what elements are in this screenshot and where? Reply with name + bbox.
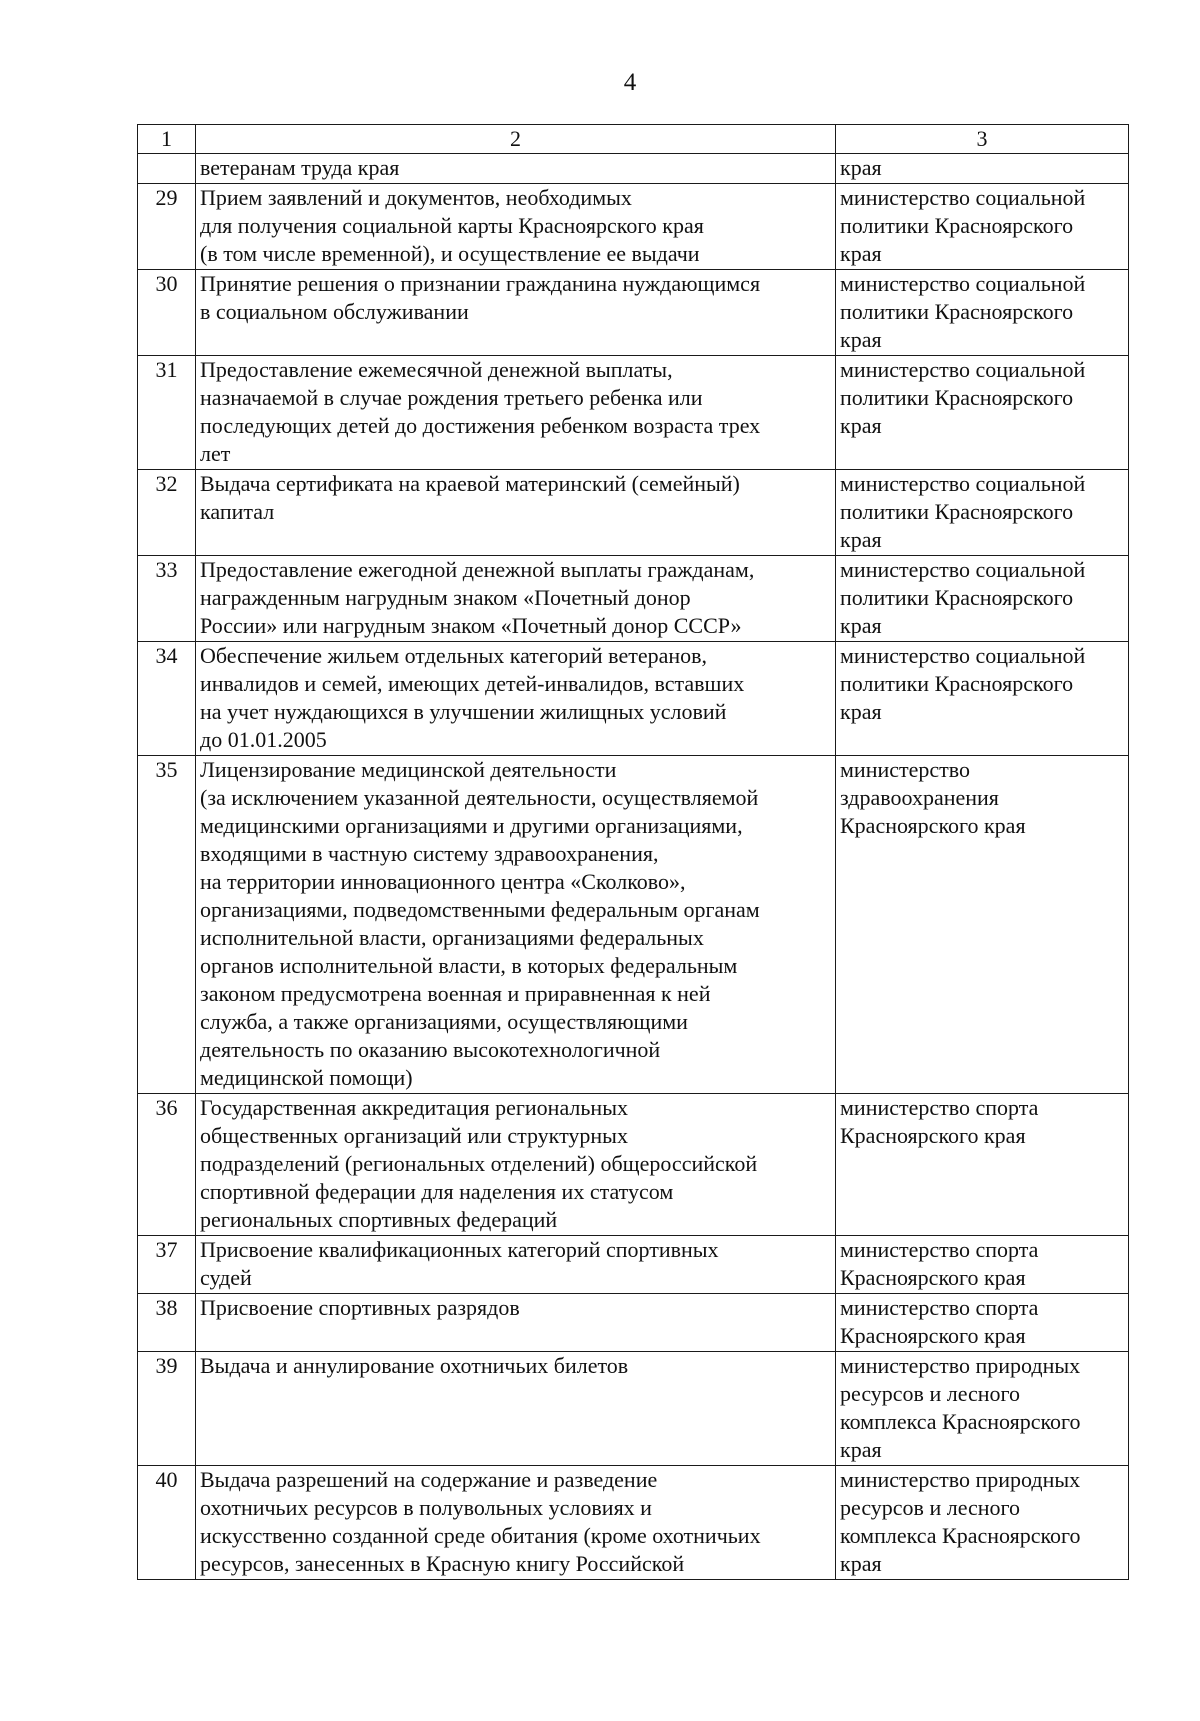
- table-row: [138, 1236, 1129, 1294]
- agency-text: министерство социальной политики Красноярского края: [840, 185, 1086, 266]
- service-text: Принятие решения о признании гражданина нуждающимся в социальном обслуживании: [200, 271, 761, 324]
- agency-cell: [836, 642, 1129, 756]
- table-row: [138, 356, 1129, 470]
- agency-cell: [836, 184, 1129, 270]
- service-cell: [196, 1236, 836, 1294]
- column-header-service: 2: [196, 125, 836, 154]
- service-cell: [196, 356, 836, 470]
- column-header-number: 1: [138, 125, 196, 154]
- agency-text: министерство спорта Красноярского края: [840, 1237, 1039, 1290]
- service-text: Выдача разрешений на содержание и разведение охотничьих ресурсов в полувольных условиях и искусственно созданной среде обитания (кроме охотничьих ресурсов, занесенных в Красную книгу Российской: [200, 1467, 761, 1576]
- service-text: Прием заявлений и документов, необходимых для получения социальной карты Красноярского края (в том числе временной), и осуществление ее выдачи: [200, 185, 704, 266]
- service-cell: [196, 1352, 836, 1466]
- row-number: 30: [138, 270, 196, 356]
- table-header-row: [138, 125, 1129, 154]
- agency-cell: [836, 270, 1129, 356]
- row-number: 36: [138, 1094, 196, 1236]
- row-number: 31: [138, 356, 196, 470]
- agency-cell: [836, 1466, 1129, 1580]
- table-row: [138, 1094, 1129, 1236]
- service-text: Обеспечение жильем отдельных категорий ветеранов, инвалидов и семей, имеющих детей-инвалидов, вставших на учет нуждающихся в улучшении жилищных условий до 01.01.2005: [200, 643, 745, 752]
- service-text: Присвоение квалификационных категорий спортивных судей: [200, 1237, 719, 1290]
- table-row: [138, 270, 1129, 356]
- agency-cell: [836, 470, 1129, 556]
- service-cell: [196, 184, 836, 270]
- agency-cell: [836, 1294, 1129, 1352]
- row-number: 35: [138, 756, 196, 1094]
- agency-text: министерство социальной политики Красноярского края: [840, 471, 1086, 552]
- agency-text: министерство природных ресурсов и лесного комплекса Красноярского края: [840, 1467, 1081, 1576]
- page-number: 4: [623, 69, 637, 96]
- agency-cell: [836, 756, 1129, 1094]
- service-cell: [196, 470, 836, 556]
- agency-text: министерство спорта Красноярского края: [840, 1295, 1039, 1348]
- agency-text: министерство социальной политики Красноярского края: [840, 357, 1086, 438]
- row-number: 40: [138, 1466, 196, 1580]
- agency-cell: [836, 1236, 1129, 1294]
- service-text: Лицензирование медицинской деятельности (за исключением указанной деятельности, осуществляемой медицинскими организациями и другими организациями, входящими в частную систему здравоохранения, на территории инновационного центра «Сколково», организациями, подведомственными федеральным органам исполнительной власти, организациями федеральных органов исполнительной власти, в которых федеральным законом предусмотрена военная и приравненная к ней служба, а также организациями, осуществляющими деятельность по оказанию высокотехнологичной медицинской помощи): [200, 757, 760, 1090]
- agency-text: министерство здравоохранения Красноярского края: [840, 757, 1026, 838]
- table-row: [138, 470, 1129, 556]
- row-number: 38: [138, 1294, 196, 1352]
- service-cell: [196, 270, 836, 356]
- agency-cell: [836, 154, 1129, 184]
- agency-cell: [836, 1352, 1129, 1466]
- service-text: ветеранам труда края: [200, 155, 400, 180]
- service-text: Предоставление ежемесячной денежной выплаты, назначаемой в случае рождения третьего ребенка или последующих детей до достижения ребенком возраста трех лет: [200, 357, 761, 466]
- service-text: Предоставление ежегодной денежной выплаты гражданам, награжденным нагрудным знаком «Почетный донор России» или нагрудным знаком «Почетный донор СССР»: [200, 557, 755, 638]
- service-cell: [196, 1466, 836, 1580]
- service-cell: [196, 1094, 836, 1236]
- service-text: Присвоение спортивных разрядов: [200, 1295, 520, 1320]
- row-number: 37: [138, 1236, 196, 1294]
- row-number: 34: [138, 642, 196, 756]
- service-cell: [196, 556, 836, 642]
- agency-text: министерство природных ресурсов и лесного комплекса Красноярского края: [840, 1353, 1081, 1462]
- table-row: [138, 1352, 1129, 1466]
- service-text: Государственная аккредитация региональных общественных организаций или структурных подразделений (региональных отделений) общероссийской спортивной федерации для наделения их статусом региональных спортивных федераций: [200, 1095, 758, 1232]
- row-number: 39: [138, 1352, 196, 1466]
- agency-text: министерство спорта Красноярского края: [840, 1095, 1039, 1148]
- row-number: 32: [138, 470, 196, 556]
- agency-text: края: [840, 155, 882, 180]
- row-number: 33: [138, 556, 196, 642]
- agency-cell: [836, 1094, 1129, 1236]
- table-row: [138, 556, 1129, 642]
- services-table: [137, 124, 1129, 1580]
- table-row: [138, 1466, 1129, 1580]
- table-row: [138, 756, 1129, 1094]
- agency-cell: [836, 356, 1129, 470]
- service-cell: [196, 154, 836, 184]
- service-text: Выдача и аннулирование охотничьих билетов: [200, 1353, 629, 1378]
- table-row: [138, 184, 1129, 270]
- service-cell: [196, 1294, 836, 1352]
- column-header-agency: 3: [836, 125, 1129, 154]
- agency-cell: [836, 556, 1129, 642]
- service-cell: [196, 756, 836, 1094]
- table-row: [138, 154, 1129, 184]
- row-number: 29: [138, 184, 196, 270]
- table-row: [138, 1294, 1129, 1352]
- table-row: [138, 642, 1129, 756]
- service-text: Выдача сертификата на краевой материнский (семейный) капитал: [200, 471, 740, 524]
- service-cell: [196, 642, 836, 756]
- agency-text: министерство социальной политики Красноярского края: [840, 643, 1086, 724]
- row-number: [138, 154, 196, 184]
- agency-text: министерство социальной политики Красноярского края: [840, 557, 1086, 638]
- agency-text: министерство социальной политики Красноярского края: [840, 271, 1086, 352]
